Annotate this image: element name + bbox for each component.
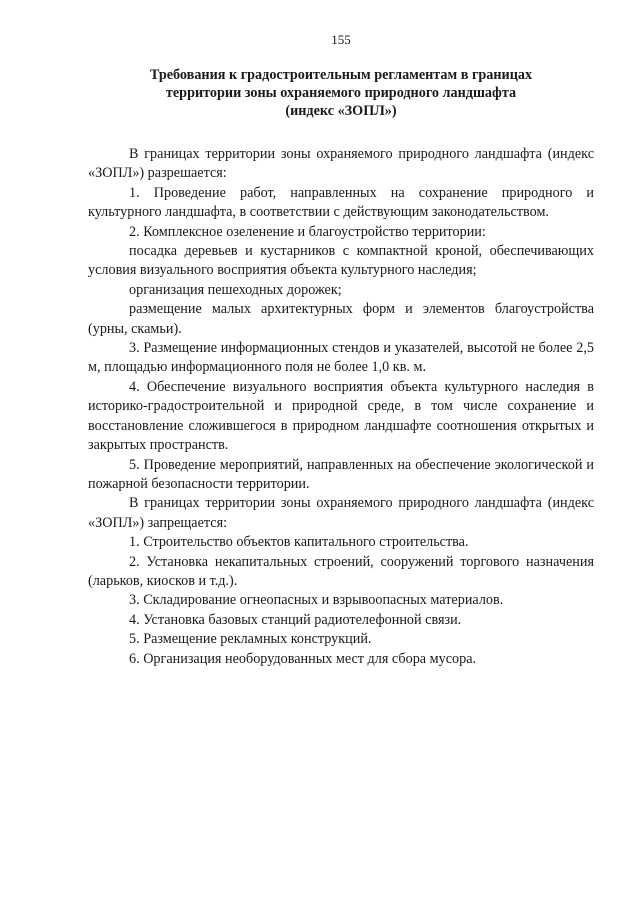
document-page	[88, 30, 594, 669]
paragraph-permitted-2b: организация пешеходных дорожек;	[129, 281, 342, 298]
title-line-3: (индекс «ЗОПЛ»)	[285, 103, 397, 119]
section-title	[88, 66, 594, 120]
paragraph-permitted-5: 5. Проведение мероприятий, направленных на обеспечение экологической и пожарной безопасности территории.	[88, 456, 594, 492]
paragraph-prohibited-6: 6. Организация необорудованных мест для сбора мусора.	[129, 650, 477, 667]
paragraph-prohibited-4: 4. Установка базовых станций радиотелефонной связи.	[129, 611, 462, 628]
title-line-2: территории зоны охраняемого природного ландшафта	[165, 85, 517, 101]
paragraph-permitted-1: 1. Проведение работ, направленных на сохранение природного и культурного ландшафта, в соответствии с действующим законодательством.	[88, 184, 594, 221]
paragraph-prohibited-2: 2. Установка некапитальных строений, сооружений торгового назначения (ларьков, киосков и т.д.).	[88, 553, 594, 589]
paragraph-permitted-2a: посадка деревьев и кустарников с компактной кроной, обеспечивающих условия визуального восприятия объекта культурного наследия;	[88, 243, 594, 279]
paragraph-permitted-2c: размещение малых архитектурных форм и элементов благоустройства (урны, скамьи).	[88, 301, 594, 337]
paragraph-prohibited-intro: В границах территории зоны охраняемого природного ландшафта (индекс «ЗОПЛ») запрещается:	[88, 495, 594, 531]
paragraph-prohibited-1: 1. Строительство объектов капитального строительства.	[129, 534, 469, 551]
title-line-1: Требования к градостроительным регламентам в границах	[149, 67, 533, 83]
page-number: 155	[331, 32, 351, 47]
paragraph-prohibited-5: 5. Размещение рекламных конструкций.	[129, 631, 372, 648]
paragraph-permitted-2: 2. Комплексное озеленение и благоустройство территории:	[129, 223, 486, 240]
paragraph-prohibited-3: 3. Складирование огнеопасных и взрывоопасных материалов.	[129, 592, 504, 609]
paragraph-permitted-intro: В границах территории зоны охраняемого природного ландшафта (индекс «ЗОПЛ») разрешается:	[88, 146, 594, 182]
document-body	[88, 145, 594, 669]
paragraph-permitted-3: 3. Размещение информационных стендов и указателей, высотой не более 2,5 м, площадью информационного поля не более 1,0 кв. м.	[88, 340, 594, 376]
paragraph-permitted-4: 4. Обеспечение визуального восприятия объекта культурного наследия в историко-градостроительной и природной среде, в том числе сохранение и восстановление сложившегося в природном ландшафте соотношения открытых и закрытых пространств.	[88, 378, 594, 454]
